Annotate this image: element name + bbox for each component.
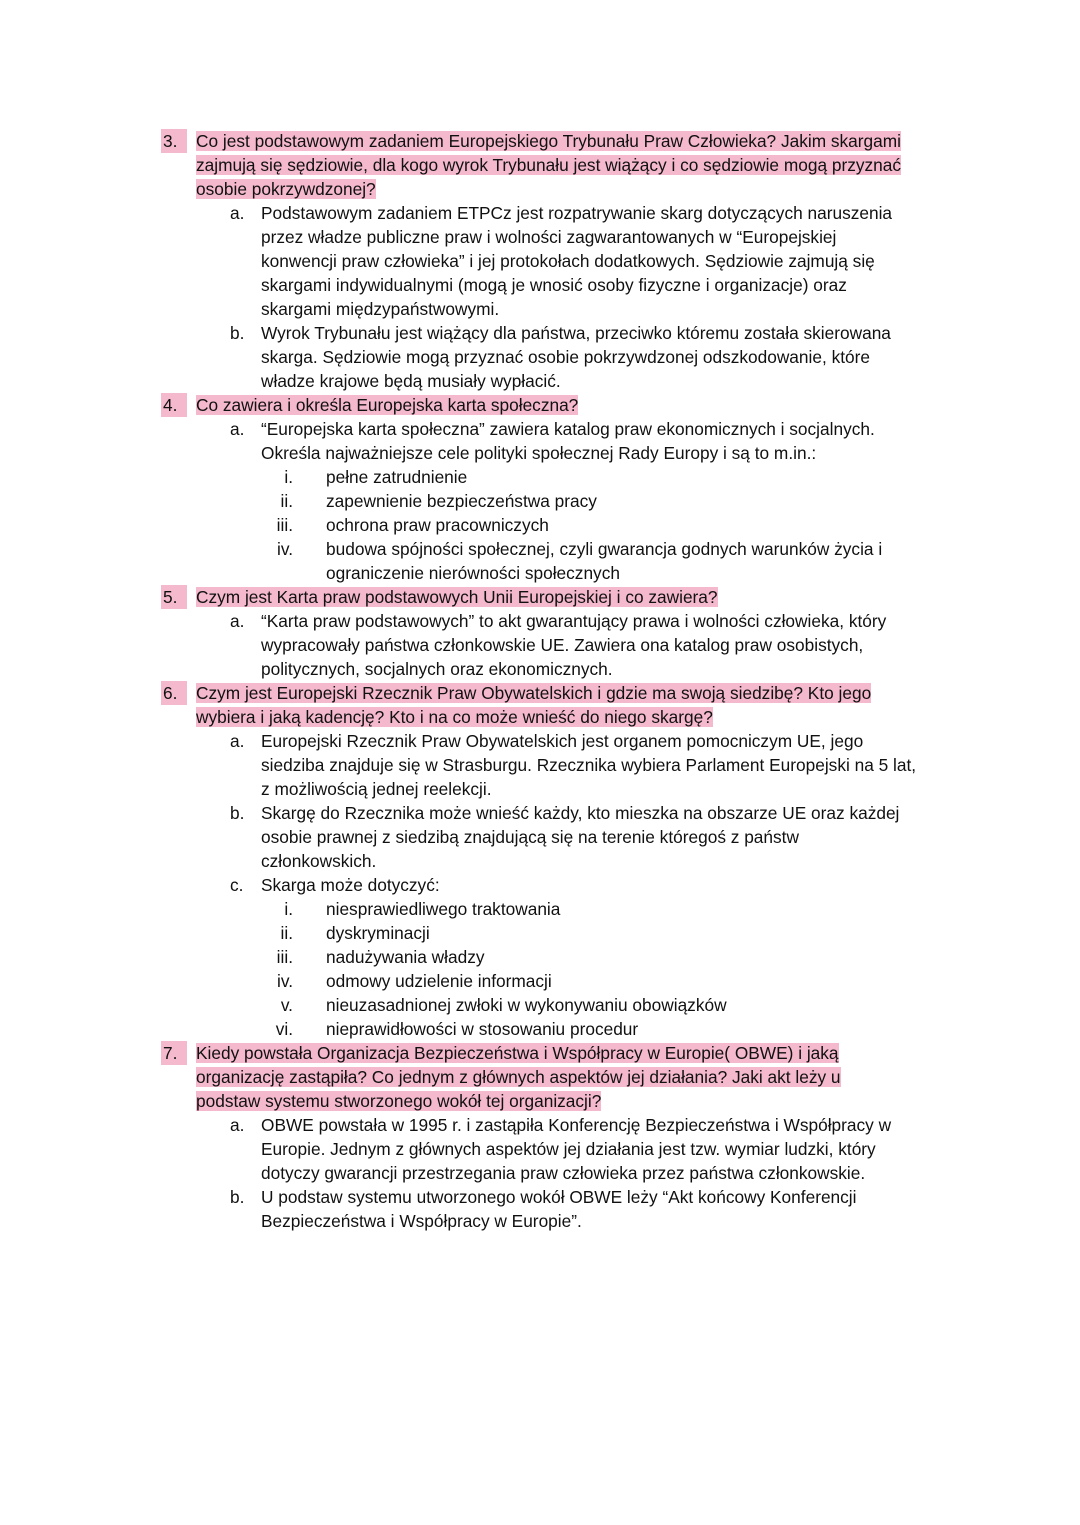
text-line (0, 1113, 1080, 1137)
text-line (0, 417, 1080, 441)
text: dotyczy gwarancji przestrzegania praw człowieka przez państwa członkowskie. (261, 1163, 866, 1183)
answer-item (0, 201, 1080, 321)
highlighted-text: zajmują się sędziowie, dla kogo wyrok Trybunału jest wiążący i co sędziowie mogą przyznać (196, 155, 902, 175)
highlighted-text: Co zawiera i określa Europejska karta społeczna? (196, 395, 579, 415)
highlighted-text: organizację zastąpiła? Co jednym z głównych aspektów jej działania? Jaki akt leży u (196, 1067, 841, 1087)
text-line (0, 945, 1080, 969)
sub-point-item (0, 945, 1080, 969)
answer-item (0, 873, 1080, 897)
highlighted-text: Czym jest Karta praw podstawowych Unii Europejskiej i co zawiera? (196, 587, 718, 607)
text: ochrona praw pracowniczych (326, 515, 549, 535)
text-line (0, 321, 1080, 345)
list-marker: 7. (161, 1041, 187, 1065)
question-item (0, 129, 1080, 201)
highlighted-text: osobie pokrzywdzonej? (196, 179, 376, 199)
list-marker: 5. (161, 585, 187, 609)
answer-item (0, 1113, 1080, 1185)
text: z możliwością jednej reelekcji. (261, 779, 492, 799)
text-line (0, 537, 1080, 561)
text-line (0, 1137, 1080, 1161)
text: Europejski Rzecznik Praw Obywatelskich jest organem pomocniczym UE, jego (261, 731, 864, 751)
list-marker: a. (230, 1115, 245, 1135)
text: Skarga może dotyczyć: (261, 875, 440, 895)
sub-point-item (0, 993, 1080, 1017)
text-line (0, 1017, 1080, 1041)
text: skargami indywidualnymi (mogą je wnosić osoby fizyczne i organizacje) oraz (261, 275, 847, 295)
sub-point-item (0, 537, 1080, 585)
answer-item (0, 417, 1080, 465)
list-marker: a. (230, 731, 245, 751)
text-line (0, 345, 1080, 369)
text: osobie prawnej z siedzibą znajdującą się na terenie któregoś z państw (261, 827, 799, 847)
list-marker: v. (280, 995, 293, 1015)
text-line (0, 249, 1080, 273)
text-line (0, 897, 1080, 921)
text-line (0, 921, 1080, 945)
text-line (0, 969, 1080, 993)
list-marker: a. (230, 203, 245, 223)
text-line (0, 993, 1080, 1017)
text: U podstaw systemu utworzonego wokół OBWE leży “Akt końcowy Konferencji (261, 1187, 857, 1207)
text-line (0, 489, 1080, 513)
text: Wyrok Trybunału jest wiążący dla państwa, przeciwko któremu została skierowana (261, 323, 891, 343)
sub-point-item (0, 465, 1080, 489)
text: władze krajowe będą musiały wypłacić. (261, 371, 561, 391)
text-line (0, 1185, 1080, 1209)
highlighted-text: podstaw systemu stworzonego wokół tej organizacji? (196, 1091, 602, 1111)
sub-point-item (0, 921, 1080, 945)
text-line (0, 801, 1080, 825)
text: Podstawowym zadaniem ETPCz jest rozpatrywanie skarg dotyczących naruszenia (261, 203, 893, 223)
text-line (0, 369, 1080, 393)
list-marker: vi. (275, 1019, 293, 1039)
text-line (0, 729, 1080, 753)
sub-point-item (0, 489, 1080, 513)
text-line (0, 465, 1080, 489)
text-line (0, 177, 1080, 201)
text-line (0, 1089, 1080, 1113)
text: Europie. Jednym z głównych aspektów jej działania jest tzw. wymiar ludzki, który (261, 1139, 876, 1159)
answer-item (0, 801, 1080, 873)
text-line (0, 753, 1080, 777)
text: nieuzasadnionej zwłoki w wykonywaniu obowiązków (326, 995, 727, 1015)
text: politycznych, socjalnych oraz ekonomicznych. (261, 659, 613, 679)
question-item (0, 1041, 1080, 1113)
sub-point-item (0, 513, 1080, 537)
text: Określa najważniejsze cele polityki społecznej Rady Europy i są to m.in.: (261, 443, 817, 463)
answer-item (0, 729, 1080, 801)
text: konwencji praw człowieka” i jej protokołach dodatkowych. Sędziowie zajmują się (261, 251, 875, 271)
text: Skargę do Rzecznika może wnieść każdy, kto mieszka na obszarze UE oraz każdej (261, 803, 900, 823)
list-marker: 6. (161, 681, 187, 705)
text: niesprawiedliwego traktowania (326, 899, 561, 919)
text: ograniczenie nierówności społecznych (326, 563, 620, 583)
list-marker: c. (230, 875, 244, 895)
text: skarga. Sędziowie mogą przyznać osobie pokrzywdzonej odszkodowanie, które (261, 347, 871, 367)
text: dyskryminacji (326, 923, 430, 943)
highlighted-text: wybiera i jaką kadencję? Kto i na co może wnieść do niego skargę? (196, 707, 713, 727)
text-line (0, 609, 1080, 633)
list-marker: a. (230, 611, 245, 631)
text-line (0, 873, 1080, 897)
sub-point-item (0, 897, 1080, 921)
list-marker: iii. (276, 515, 293, 535)
highlighted-text: Czym jest Europejski Rzecznik Praw Obywatelskich i gdzie ma swoją siedzibę? Kto jego (196, 683, 872, 703)
text-line (0, 657, 1080, 681)
question-item (0, 585, 1080, 609)
text: nadużywania władzy (326, 947, 485, 967)
text: przez władze publiczne praw i wolności zagwarantowanych w “Europejskiej (261, 227, 837, 247)
list-marker: iii. (276, 947, 293, 967)
list-marker: 4. (161, 393, 187, 417)
text: odmowy udzielenie informacji (326, 971, 552, 991)
text: siedziba znajduje się w Strasburgu. Rzecznika wybiera Parlament Europejski na 5 lat, (261, 755, 917, 775)
text: nieprawidłowości w stosowaniu procedur (326, 1019, 639, 1039)
text-line (0, 1065, 1080, 1089)
text-line (0, 777, 1080, 801)
text: skargami międzypaństwowymi. (261, 299, 500, 319)
answer-item (0, 321, 1080, 393)
text: wypracowały państwa członkowskie UE. Zawiera ona katalog praw osobistych, (261, 635, 864, 655)
text: Bezpieczeństwa i Współpracy w Europie”. (261, 1211, 582, 1231)
text: zapewnienie bezpieczeństwa pracy (326, 491, 597, 511)
text-line (0, 825, 1080, 849)
list-marker: i. (284, 899, 293, 919)
text-line (0, 153, 1080, 177)
list-marker: iv. (277, 971, 293, 991)
text-line (0, 297, 1080, 321)
list-marker: b. (230, 803, 245, 823)
highlighted-text: Co jest podstawowym zadaniem Europejskiego Trybunału Praw Człowieka? Jakim skargami (196, 131, 901, 151)
text-line (0, 201, 1080, 225)
sub-point-item (0, 1017, 1080, 1041)
text-line (0, 513, 1080, 537)
text-line (0, 441, 1080, 465)
text-line (0, 1161, 1080, 1185)
highlighted-text: Kiedy powstała Organizacja Bezpieczeństwa i Współpracy w Europie( OBWE) i jaką (196, 1043, 839, 1063)
text-line (0, 1209, 1080, 1233)
question-item (0, 681, 1080, 729)
text: “Karta praw podstawowych” to akt gwarantujący prawa i wolności człowieka, który (261, 611, 887, 631)
answer-item (0, 1185, 1080, 1233)
question-item (0, 393, 1080, 417)
list-marker: ii. (280, 923, 293, 943)
text: budowa spójności społecznej, czyli gwarancja godnych warunków życia i (326, 539, 883, 559)
list-marker: i. (284, 467, 293, 487)
document-page (0, 129, 1080, 1233)
text-line (0, 705, 1080, 729)
list-marker: b. (230, 323, 245, 343)
list-marker: iv. (277, 539, 293, 559)
sub-point-item (0, 969, 1080, 993)
list-marker: 3. (161, 129, 187, 153)
text-line (0, 849, 1080, 873)
answer-item (0, 609, 1080, 681)
text-line (0, 633, 1080, 657)
text: pełne zatrudnienie (326, 467, 468, 487)
list-marker: a. (230, 419, 245, 439)
text: członkowskich. (261, 851, 377, 871)
text-line (0, 561, 1080, 585)
list-marker: b. (230, 1187, 245, 1207)
text: “Europejska karta społeczna” zawiera katalog praw ekonomicznych i socjalnych. (261, 419, 875, 439)
list-marker: ii. (280, 491, 293, 511)
text: OBWE powstała w 1995 r. i zastąpiła Konferencję Bezpieczeństwa i Współpracy w (261, 1115, 892, 1135)
text-line (0, 225, 1080, 249)
text-line (0, 273, 1080, 297)
